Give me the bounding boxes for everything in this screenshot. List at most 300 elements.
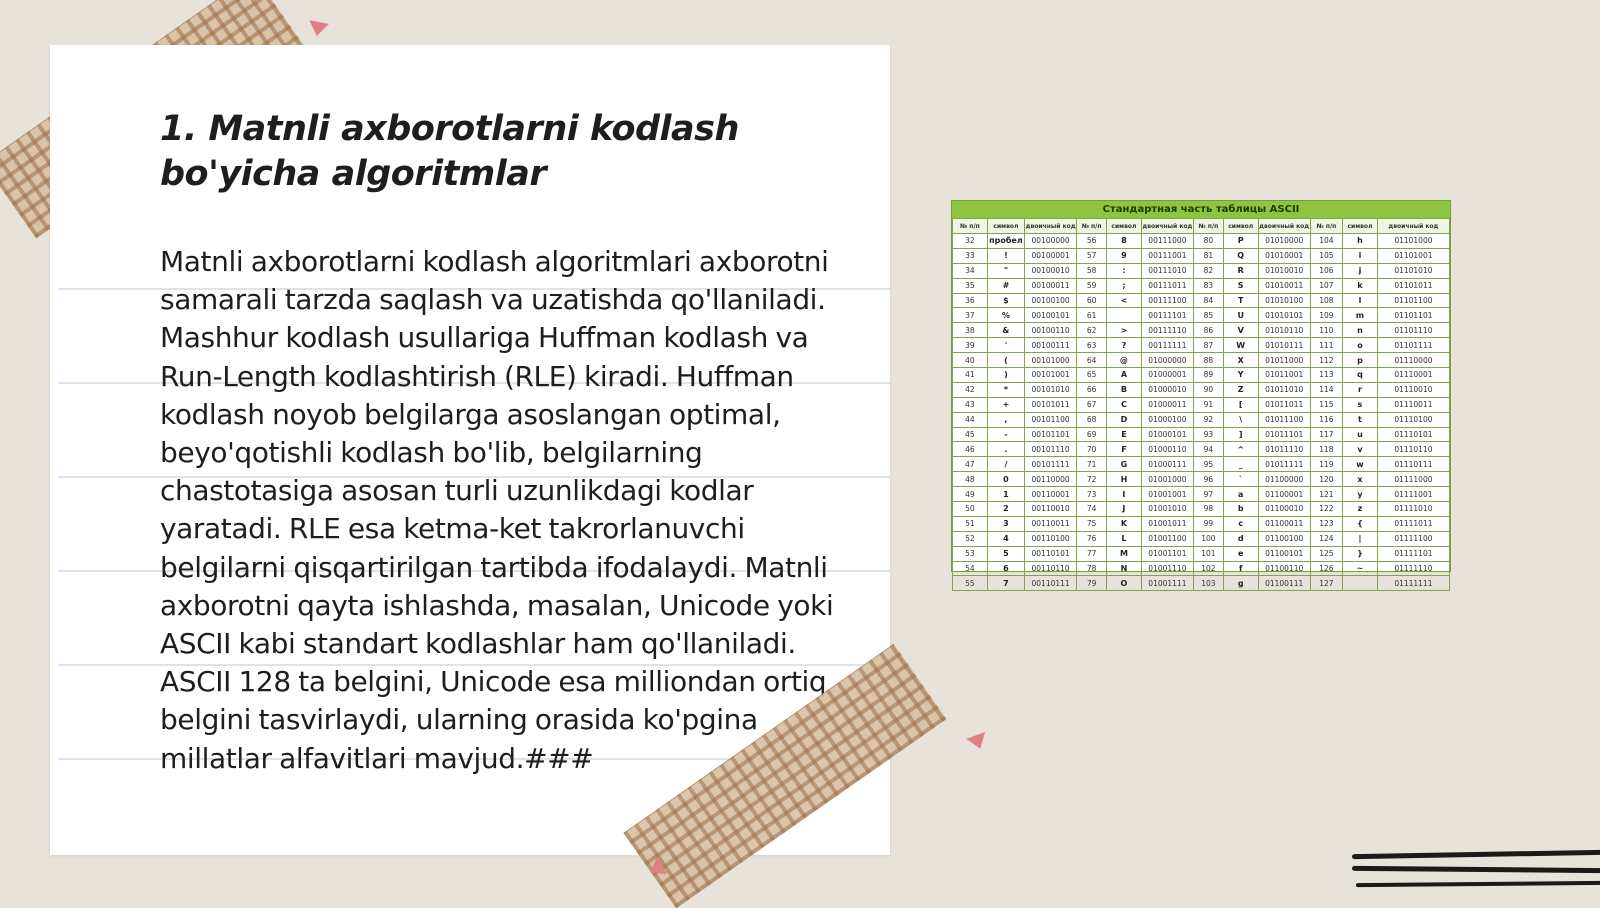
ascii-cell-binary: 00111101 — [1141, 308, 1193, 323]
ascii-cell-binary: 01110010 — [1377, 382, 1449, 397]
ascii-cell-binary: 01101000 — [1377, 234, 1449, 249]
ascii-cell-binary: 01100010 — [1258, 502, 1310, 517]
ascii-cell-binary: 01000011 — [1141, 397, 1193, 412]
ascii-table-header-cell: символ — [1107, 219, 1142, 234]
ascii-cell-number: 36 — [953, 293, 988, 308]
ascii-cell-binary: 01011010 — [1258, 382, 1310, 397]
ascii-cell-symbol: F — [1107, 442, 1142, 457]
table-row — [953, 516, 1450, 531]
ascii-cell-symbol: J — [1107, 502, 1142, 517]
ascii-cell-binary: 00101100 — [1025, 412, 1077, 427]
ascii-cell-symbol: m — [1343, 308, 1378, 323]
ascii-cell-symbol: K — [1107, 516, 1142, 531]
ascii-cell-binary: 01000001 — [1141, 368, 1193, 383]
ascii-cell-number: 46 — [953, 442, 988, 457]
ascii-cell-binary: 00110011 — [1025, 516, 1077, 531]
ascii-cell-number: 90 — [1193, 382, 1223, 397]
ascii-cell-binary: 01101011 — [1377, 278, 1449, 293]
ascii-cell-binary: 01110101 — [1377, 427, 1449, 442]
ascii-cell-symbol: n — [1343, 323, 1378, 338]
ascii-cell-symbol: X — [1223, 353, 1258, 368]
table-row — [953, 472, 1450, 487]
ascii-cell-number: 80 — [1193, 234, 1223, 249]
ascii-cell-number: 58 — [1077, 263, 1107, 278]
ascii-cell-symbol: " — [987, 263, 1024, 278]
ascii-cell-symbol: - — [987, 427, 1024, 442]
ascii-cell-symbol: < — [1107, 293, 1142, 308]
ascii-cell-symbol: @ — [1107, 353, 1142, 368]
ascii-cell-binary: 01001100 — [1141, 531, 1193, 546]
ascii-cell-binary: 01111010 — [1377, 502, 1449, 517]
table-row — [953, 457, 1450, 472]
ascii-cell-symbol: T — [1223, 293, 1258, 308]
ascii-cell-symbol: Q — [1223, 248, 1258, 263]
ascii-cell-binary: 01001110 — [1141, 561, 1193, 576]
ascii-cell-number: 122 — [1310, 502, 1342, 517]
table-row — [953, 248, 1450, 263]
ascii-cell-number: 101 — [1193, 546, 1223, 561]
ascii-cell-symbol: w — [1343, 457, 1378, 472]
ascii-cell-binary: 01101101 — [1377, 308, 1449, 323]
ascii-table-header-cell: № п/п — [1077, 219, 1107, 234]
ascii-cell-binary: 01001010 — [1141, 502, 1193, 517]
ascii-cell-number: 85 — [1193, 308, 1223, 323]
table-row — [953, 576, 1450, 591]
table-row — [953, 427, 1450, 442]
ascii-cell-binary: 00111001 — [1141, 248, 1193, 263]
ascii-cell-binary: 00111010 — [1141, 263, 1193, 278]
ascii-cell-binary: 01011111 — [1258, 457, 1310, 472]
ascii-cell-symbol: , — [987, 412, 1024, 427]
table-row — [953, 308, 1450, 323]
ascii-cell-binary: 01010001 — [1258, 248, 1310, 263]
ascii-cell-binary: 01100001 — [1258, 487, 1310, 502]
ascii-cell-number: 88 — [1193, 353, 1223, 368]
ascii-cell-binary: 00100010 — [1025, 263, 1077, 278]
ascii-cell-symbol: ' — [987, 338, 1024, 353]
ascii-cell-binary: 01100000 — [1258, 472, 1310, 487]
ascii-cell-symbol: 3 — [987, 516, 1024, 531]
ascii-cell-symbol: $ — [987, 293, 1024, 308]
ascii-cell-binary: 01000010 — [1141, 382, 1193, 397]
ascii-cell-binary: 01010100 — [1258, 293, 1310, 308]
ascii-cell-symbol: / — [987, 457, 1024, 472]
ascii-cell-symbol: 4 — [987, 531, 1024, 546]
ascii-cell-number: 32 — [953, 234, 988, 249]
pin-marker-top — [307, 20, 329, 37]
ascii-cell-symbol: I — [1107, 487, 1142, 502]
ascii-cell-number: 40 — [953, 353, 988, 368]
ascii-cell-binary: 01101100 — [1377, 293, 1449, 308]
ascii-cell-binary: 00100100 — [1025, 293, 1077, 308]
ascii-cell-symbol: U — [1223, 308, 1258, 323]
ascii-cell-symbol: f — [1223, 561, 1258, 576]
ascii-cell-symbol: ; — [1107, 278, 1142, 293]
ascii-table-image — [951, 200, 1451, 588]
table-row — [953, 278, 1450, 293]
ascii-cell-binary: 00101000 — [1025, 353, 1077, 368]
ascii-cell-number: 115 — [1310, 397, 1342, 412]
ascii-cell-symbol: x — [1343, 472, 1378, 487]
ascii-cell-number: 55 — [953, 576, 988, 591]
ascii-cell-symbol: o — [1343, 338, 1378, 353]
marker-stroke — [1352, 850, 1600, 859]
ascii-cell-number: 97 — [1193, 487, 1223, 502]
ascii-cell-number: 110 — [1310, 323, 1342, 338]
ascii-cell-symbol: G — [1107, 457, 1142, 472]
ascii-cell-binary: 00101010 — [1025, 382, 1077, 397]
ascii-cell-number: 49 — [953, 487, 988, 502]
ascii-cell-binary: 01000100 — [1141, 412, 1193, 427]
ascii-cell-binary: 01011100 — [1258, 412, 1310, 427]
ascii-cell-number: 71 — [1077, 457, 1107, 472]
ascii-cell-binary: 01111011 — [1377, 516, 1449, 531]
ascii-cell-number: 121 — [1310, 487, 1342, 502]
ascii-cell-binary: 01111110 — [1377, 561, 1449, 576]
ascii-cell-number: 99 — [1193, 516, 1223, 531]
ascii-cell-binary: 01010101 — [1258, 308, 1310, 323]
ascii-cell-symbol: k — [1343, 278, 1378, 293]
ascii-cell-number: 91 — [1193, 397, 1223, 412]
ascii-cell-binary: 01101111 — [1377, 338, 1449, 353]
ascii-cell-binary: 01010011 — [1258, 278, 1310, 293]
ascii-cell-number: 111 — [1310, 338, 1342, 353]
ascii-cell-binary: 00110010 — [1025, 502, 1077, 517]
ascii-cell-number: 86 — [1193, 323, 1223, 338]
ascii-cell-symbol: z — [1343, 502, 1378, 517]
table-row — [953, 561, 1450, 576]
ascii-cell-symbol: L — [1107, 531, 1142, 546]
ascii-cell-symbol: . — [987, 442, 1024, 457]
ascii-cell-symbol: { — [1343, 516, 1378, 531]
ascii-cell-number: 126 — [1310, 561, 1342, 576]
ascii-cell-number: 66 — [1077, 382, 1107, 397]
ascii-cell-number: 103 — [1193, 576, 1223, 591]
ascii-cell-binary: 01101001 — [1377, 248, 1449, 263]
ascii-cell-binary: 01111111 — [1377, 576, 1449, 591]
ascii-cell-number: 33 — [953, 248, 988, 263]
ascii-cell-binary: 01011101 — [1258, 427, 1310, 442]
ascii-cell-symbol: c — [1223, 516, 1258, 531]
ascii-cell-binary: 00110110 — [1025, 561, 1077, 576]
ascii-table-header-cell: № п/п — [953, 219, 988, 234]
ascii-cell-symbol: : — [1107, 263, 1142, 278]
ascii-cell-symbol: p — [1343, 353, 1378, 368]
ascii-cell-number: 62 — [1077, 323, 1107, 338]
ascii-cell-binary: 01100110 — [1258, 561, 1310, 576]
ascii-cell-binary: 01000000 — [1141, 353, 1193, 368]
table-row — [953, 412, 1450, 427]
ascii-cell-number: 114 — [1310, 382, 1342, 397]
ascii-cell-binary: 01110001 — [1377, 368, 1449, 383]
table-row — [953, 502, 1450, 517]
ascii-cell-binary: 01110111 — [1377, 457, 1449, 472]
ascii-cell-number: 41 — [953, 368, 988, 383]
ascii-cell-number: 48 — [953, 472, 988, 487]
ascii-cell-binary: 00101011 — [1025, 397, 1077, 412]
ascii-cell-symbol: & — [987, 323, 1024, 338]
ascii-cell-number: 117 — [1310, 427, 1342, 442]
ascii-cell-number: 83 — [1193, 278, 1223, 293]
ascii-cell-number: 109 — [1310, 308, 1342, 323]
ascii-cell-binary: 01011001 — [1258, 368, 1310, 383]
ascii-cell-number: 116 — [1310, 412, 1342, 427]
ascii-cell-number: 95 — [1193, 457, 1223, 472]
ascii-cell-binary: 01010110 — [1258, 323, 1310, 338]
ascii-cell-symbol: P — [1223, 234, 1258, 249]
table-row — [953, 382, 1450, 397]
table-row — [953, 338, 1450, 353]
ascii-cell-symbol: A — [1107, 368, 1142, 383]
ascii-cell-binary: 01110110 — [1377, 442, 1449, 457]
ascii-cell-binary: 00101111 — [1025, 457, 1077, 472]
ascii-cell-binary: 01001001 — [1141, 487, 1193, 502]
ascii-cell-number: 74 — [1077, 502, 1107, 517]
ascii-cell-number: 69 — [1077, 427, 1107, 442]
ascii-cell-symbol: t — [1343, 412, 1378, 427]
ascii-cell-symbol: N — [1107, 561, 1142, 576]
ascii-cell-number: 104 — [1310, 234, 1342, 249]
ascii-cell-symbol: h — [1343, 234, 1378, 249]
ascii-cell-binary: 01000110 — [1141, 442, 1193, 457]
ascii-cell-symbol: Z — [1223, 382, 1258, 397]
ascii-cell-binary: 01010010 — [1258, 263, 1310, 278]
ascii-cell-number: 37 — [953, 308, 988, 323]
ascii-cell-symbol: ? — [1107, 338, 1142, 353]
ascii-cell-symbol: > — [1107, 323, 1142, 338]
ascii-cell-number: 82 — [1193, 263, 1223, 278]
ascii-cell-number: 93 — [1193, 427, 1223, 442]
ascii-cell-symbol: e — [1223, 546, 1258, 561]
ascii-cell-symbol: 8 — [1107, 234, 1142, 249]
ascii-cell-symbol: } — [1343, 546, 1378, 561]
ascii-cell-number: 64 — [1077, 353, 1107, 368]
ascii-cell-binary: 01010111 — [1258, 338, 1310, 353]
ascii-cell-binary: 01101110 — [1377, 323, 1449, 338]
ascii-cell-binary: 00111110 — [1141, 323, 1193, 338]
ascii-cell-number: 39 — [953, 338, 988, 353]
ascii-cell-symbol: W — [1223, 338, 1258, 353]
ascii-cell-symbol: \ — [1223, 412, 1258, 427]
ascii-cell-symbol: s — [1343, 397, 1378, 412]
ascii-cell-binary: 01000101 — [1141, 427, 1193, 442]
ascii-cell-number: 67 — [1077, 397, 1107, 412]
ascii-cell-number: 120 — [1310, 472, 1342, 487]
ascii-cell-binary: 00101001 — [1025, 368, 1077, 383]
ascii-cell-number: 102 — [1193, 561, 1223, 576]
ascii-cell-number: 47 — [953, 457, 988, 472]
ascii-cell-symbol: ( — [987, 353, 1024, 368]
ascii-cell-binary: 01100101 — [1258, 546, 1310, 561]
ascii-cell-binary: 00110001 — [1025, 487, 1077, 502]
ascii-cell-symbol: | — [1343, 531, 1378, 546]
ascii-cell-binary: 00110111 — [1025, 576, 1077, 591]
ascii-table-header-cell: двоичный код — [1141, 219, 1193, 234]
ascii-cell-number: 56 — [1077, 234, 1107, 249]
ascii-cell-symbol: ] — [1223, 427, 1258, 442]
ascii-cell-binary: 01111100 — [1377, 531, 1449, 546]
ascii-cell-symbol: ) — [987, 368, 1024, 383]
ascii-cell-binary: 01000111 — [1141, 457, 1193, 472]
ascii-table-header-cell: символ — [987, 219, 1024, 234]
ascii-cell-binary: 01001101 — [1141, 546, 1193, 561]
table-row — [953, 368, 1450, 383]
ascii-cell-symbol: E — [1107, 427, 1142, 442]
ascii-cell-symbol: d — [1223, 531, 1258, 546]
ascii-cell-number: 73 — [1077, 487, 1107, 502]
ascii-cell-symbol: g — [1223, 576, 1258, 591]
ascii-cell-binary: 01100011 — [1258, 516, 1310, 531]
ascii-cell-binary: 00100110 — [1025, 323, 1077, 338]
ascii-cell-symbol: i — [1343, 248, 1378, 263]
ascii-cell-number: 54 — [953, 561, 988, 576]
ascii-cell-number: 57 — [1077, 248, 1107, 263]
ascii-cell-symbol: + — [987, 397, 1024, 412]
ascii-cell-symbol: 0 — [987, 472, 1024, 487]
ascii-cell-number: 59 — [1077, 278, 1107, 293]
ascii-cell-symbol: 2 — [987, 502, 1024, 517]
ascii-cell-number: 92 — [1193, 412, 1223, 427]
ascii-cell-symbol: r — [1343, 382, 1378, 397]
table-row — [953, 353, 1450, 368]
ascii-cell-symbol: ^ — [1223, 442, 1258, 457]
slide-body-text: Matnli axborotlarni kodlash algoritmlari axborotni samarali tarzda saqlash va uzatishda qo'llaniladi. Mashhur kodlash usullariga Huffman kodlash va Run-Length kodlashtirish (RLE) kiradi. Huffman kodlash noyob belgilarga asoslangan optimal, beyo'qotishli kodlash bo'lib, belgilarning chastotasiga asosan turli uzunlikdagi kodlar yaratadi. RLE esa ketma-ket takrorlanuvchi belgilarni qisqartirilgan tartibda ifodalaydi. Matnli axborotni qayta ishlashda, masalan, Unicode yoki ASCII kabi standart kodlashlar ham qo'llaniladi. ASCII 128 ta belgini, Unicode esa milliondan ortiq belgini tasvirlaydi, ularning orasida ko'pgina millatlar alfavitlari mavjud.### — [160, 245, 834, 775]
ascii-cell-number: 72 — [1077, 472, 1107, 487]
ascii-cell-symbol: R — [1223, 263, 1258, 278]
ascii-cell-number: 43 — [953, 397, 988, 412]
ascii-cell-symbol: v — [1343, 442, 1378, 457]
ascii-cell-symbol: 9 — [1107, 248, 1142, 263]
ascii-cell-symbol: y — [1343, 487, 1378, 502]
ascii-table-header-cell: символ — [1343, 219, 1378, 234]
table-row — [953, 293, 1450, 308]
ascii-cell-symbol: q — [1343, 368, 1378, 383]
ascii-cell-number: 75 — [1077, 516, 1107, 531]
ascii-cell-number: 35 — [953, 278, 988, 293]
ascii-cell-number: 84 — [1193, 293, 1223, 308]
table-row — [953, 546, 1450, 561]
ascii-cell-number: 118 — [1310, 442, 1342, 457]
pin-marker-right — [966, 732, 990, 752]
ascii-cell-binary: 00101110 — [1025, 442, 1077, 457]
ascii-cell-binary: 00110100 — [1025, 531, 1077, 546]
ascii-cell-number: 79 — [1077, 576, 1107, 591]
ascii-cell-number: 60 — [1077, 293, 1107, 308]
ascii-cell-binary: 01101010 — [1377, 263, 1449, 278]
ascii-cell-symbol: H — [1107, 472, 1142, 487]
ascii-cell-binary: 00100000 — [1025, 234, 1077, 249]
ascii-cell-symbol: 6 — [987, 561, 1024, 576]
ascii-table-header-cell: двоичный код — [1025, 219, 1077, 234]
ascii-cell-number: 42 — [953, 382, 988, 397]
ascii-cell-number: 123 — [1310, 516, 1342, 531]
ascii-cell-binary: 01111000 — [1377, 472, 1449, 487]
ascii-cell-binary: 01011110 — [1258, 442, 1310, 457]
ascii-cell-symbol: [ — [1223, 397, 1258, 412]
ascii-cell-binary: 01100111 — [1258, 576, 1310, 591]
ascii-cell-binary: 00111011 — [1141, 278, 1193, 293]
ascii-cell-number: 112 — [1310, 353, 1342, 368]
table-row — [953, 234, 1450, 249]
ascii-cell-number: 52 — [953, 531, 988, 546]
ascii-cell-binary: 01001011 — [1141, 516, 1193, 531]
ascii-cell-symbol: 7 — [987, 576, 1024, 591]
ascii-cell-binary: 01110011 — [1377, 397, 1449, 412]
ascii-table-header-cell: символ — [1223, 219, 1258, 234]
ascii-cell-symbol: ` — [1223, 472, 1258, 487]
ascii-cell-symbol: Y — [1223, 368, 1258, 383]
ascii-cell-symbol: ~ — [1343, 561, 1378, 576]
ascii-cell-binary: 00110000 — [1025, 472, 1077, 487]
ascii-cell-number: 70 — [1077, 442, 1107, 457]
ascii-cell-symbol: ! — [987, 248, 1024, 263]
ascii-cell-number: 96 — [1193, 472, 1223, 487]
ascii-cell-number: 34 — [953, 263, 988, 278]
ascii-cell-symbol: l — [1343, 293, 1378, 308]
ascii-cell-number: 89 — [1193, 368, 1223, 383]
ascii-cell-binary: 01011011 — [1258, 397, 1310, 412]
ascii-cell-number: 113 — [1310, 368, 1342, 383]
ascii-table-header-cell: № п/п — [1193, 219, 1223, 234]
ascii-table-header-cell: двоичный код — [1258, 219, 1310, 234]
table-row — [953, 397, 1450, 412]
ascii-cell-number: 61 — [1077, 308, 1107, 323]
ascii-cell-symbol: u — [1343, 427, 1378, 442]
slide-title: 1. Matnli axborotlarni kodlash bo'yicha algoritmlar — [160, 109, 739, 194]
ascii-table — [952, 218, 1450, 591]
ascii-cell-number: 65 — [1077, 368, 1107, 383]
ascii-cell-binary: 00100111 — [1025, 338, 1077, 353]
ascii-cell-binary: 00101101 — [1025, 427, 1077, 442]
ascii-cell-binary: 01001000 — [1141, 472, 1193, 487]
ascii-cell-symbol: % — [987, 308, 1024, 323]
ascii-cell-number: 127 — [1310, 576, 1342, 591]
ascii-cell-number: 68 — [1077, 412, 1107, 427]
ascii-cell-symbol: # — [987, 278, 1024, 293]
ascii-cell-binary: 00100011 — [1025, 278, 1077, 293]
ascii-cell-binary: 01111101 — [1377, 546, 1449, 561]
table-row — [953, 323, 1450, 338]
ascii-cell-number: 77 — [1077, 546, 1107, 561]
ascii-cell-symbol: j — [1343, 263, 1378, 278]
ascii-cell-binary: 00111000 — [1141, 234, 1193, 249]
ascii-cell-symbol — [1343, 576, 1378, 591]
ascii-cell-number: 108 — [1310, 293, 1342, 308]
ascii-cell-number: 38 — [953, 323, 988, 338]
ascii-cell-symbol: C — [1107, 397, 1142, 412]
ascii-cell-symbol: * — [987, 382, 1024, 397]
table-row — [953, 487, 1450, 502]
ascii-cell-number: 51 — [953, 516, 988, 531]
ascii-cell-symbol: a — [1223, 487, 1258, 502]
ascii-cell-binary: 01001111 — [1141, 576, 1193, 591]
ascii-cell-number: 53 — [953, 546, 988, 561]
ascii-cell-binary: 00100001 — [1025, 248, 1077, 263]
ascii-cell-number: 50 — [953, 502, 988, 517]
ascii-table-header-cell: двоичный код — [1377, 219, 1449, 234]
ascii-cell-number: 124 — [1310, 531, 1342, 546]
ascii-cell-binary: 01110100 — [1377, 412, 1449, 427]
ascii-cell-symbol: 1 — [987, 487, 1024, 502]
ascii-cell-number: 98 — [1193, 502, 1223, 517]
ascii-cell-binary: 01011000 — [1258, 353, 1310, 368]
ascii-cell-binary: 00111100 — [1141, 293, 1193, 308]
table-row — [953, 442, 1450, 457]
ascii-table-header-row — [953, 219, 1450, 234]
ascii-cell-number: 81 — [1193, 248, 1223, 263]
ascii-cell-number: 119 — [1310, 457, 1342, 472]
ascii-cell-symbol: _ — [1223, 457, 1258, 472]
